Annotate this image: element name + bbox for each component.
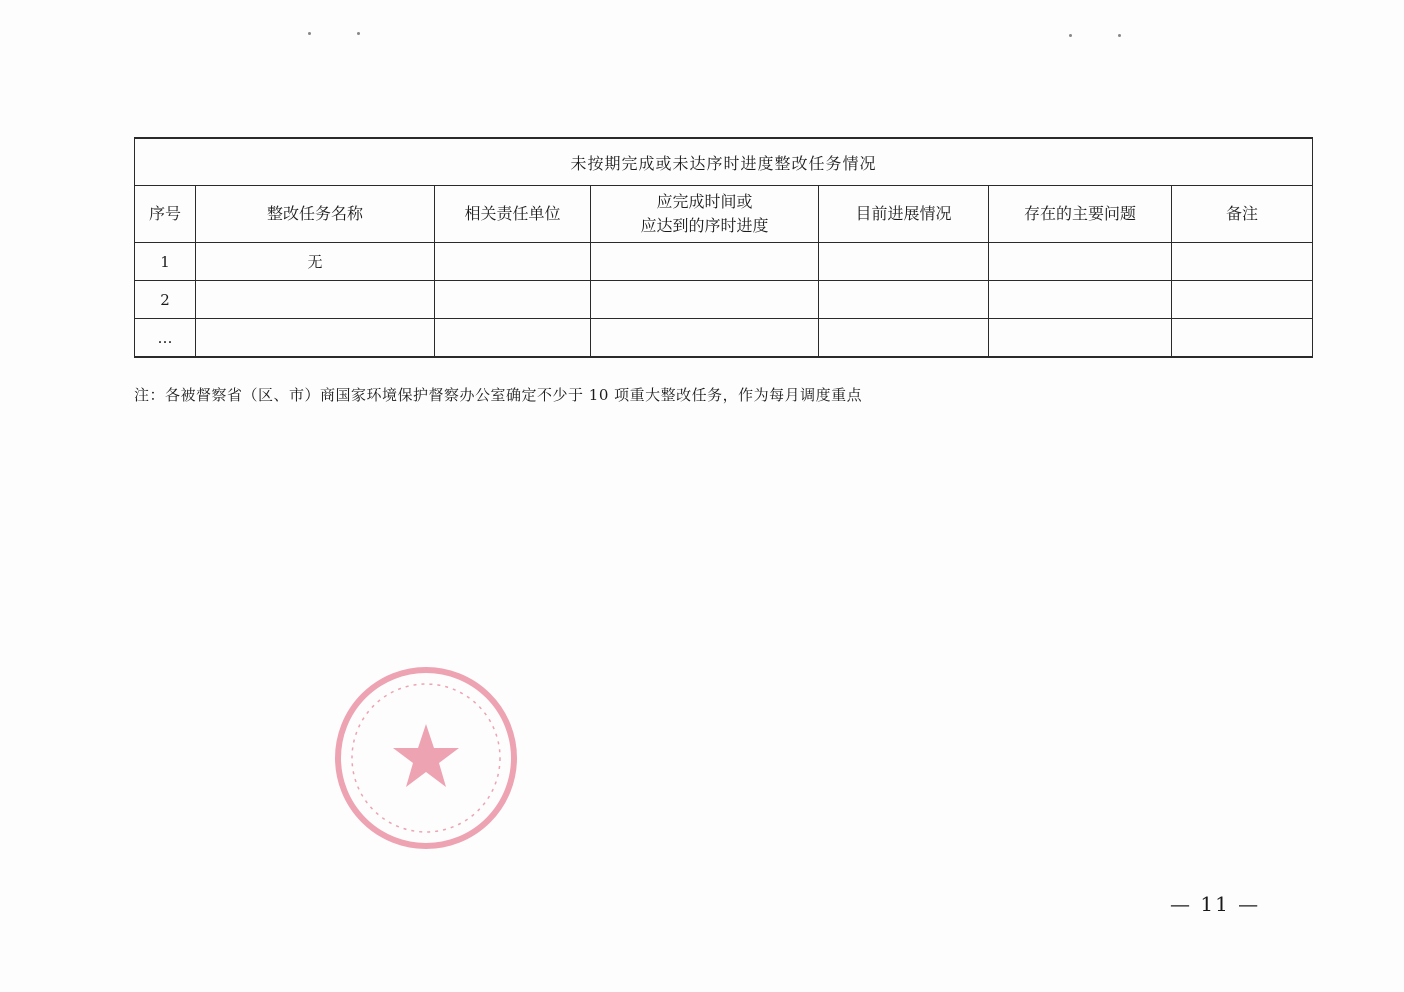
cell-main-problems	[989, 319, 1172, 358]
rectification-task-table	[134, 137, 1312, 358]
table-row	[135, 319, 1313, 358]
column-header-task-name: 整改任务名称	[196, 186, 435, 243]
star-icon	[393, 724, 459, 787]
table-footnote: 注：各被督察省（区、市）商国家环境保护督察办公室确定不少于 10 项重大整改任务，作为每月调度重点	[134, 386, 863, 404]
table-row	[135, 281, 1313, 319]
cell-remarks	[1172, 319, 1313, 358]
cell-progress	[819, 243, 989, 281]
cell-progress	[819, 281, 989, 319]
scan-artifact	[308, 32, 311, 35]
cell-serial: …	[135, 319, 196, 358]
column-header-main-problems: 存在的主要问题	[989, 186, 1172, 243]
scan-artifact	[1069, 34, 1072, 37]
column-header-progress: 目前进展情况	[819, 186, 989, 243]
official-seal-stamp	[330, 662, 522, 854]
cell-deadline	[591, 243, 819, 281]
cell-responsible-unit	[435, 319, 591, 358]
cell-progress	[819, 319, 989, 358]
cell-task-name	[196, 281, 435, 319]
cell-task-name	[196, 319, 435, 358]
cell-task-name: 无	[196, 243, 435, 281]
cell-remarks	[1172, 281, 1313, 319]
cell-main-problems	[989, 281, 1172, 319]
scan-artifact	[357, 32, 360, 35]
cell-main-problems	[989, 243, 1172, 281]
table-title: 未按期完成或未达序时进度整改任务情况	[135, 138, 1313, 186]
page-number: — 11 —	[1170, 892, 1261, 916]
table-row	[135, 243, 1313, 281]
column-header-responsible-unit: 相关责任单位	[435, 186, 591, 243]
scan-artifact	[1118, 34, 1121, 37]
cell-serial: 1	[135, 243, 196, 281]
cell-responsible-unit	[435, 243, 591, 281]
cell-serial: 2	[135, 281, 196, 319]
column-header-remarks: 备注	[1172, 186, 1313, 243]
column-header-deadline: 应完成时间或 应达到的序时进度	[591, 186, 819, 243]
cell-remarks	[1172, 243, 1313, 281]
cell-responsible-unit	[435, 281, 591, 319]
cell-deadline	[591, 281, 819, 319]
table-header-row	[135, 186, 1313, 243]
cell-deadline	[591, 319, 819, 358]
column-header-serial: 序号	[135, 186, 196, 243]
